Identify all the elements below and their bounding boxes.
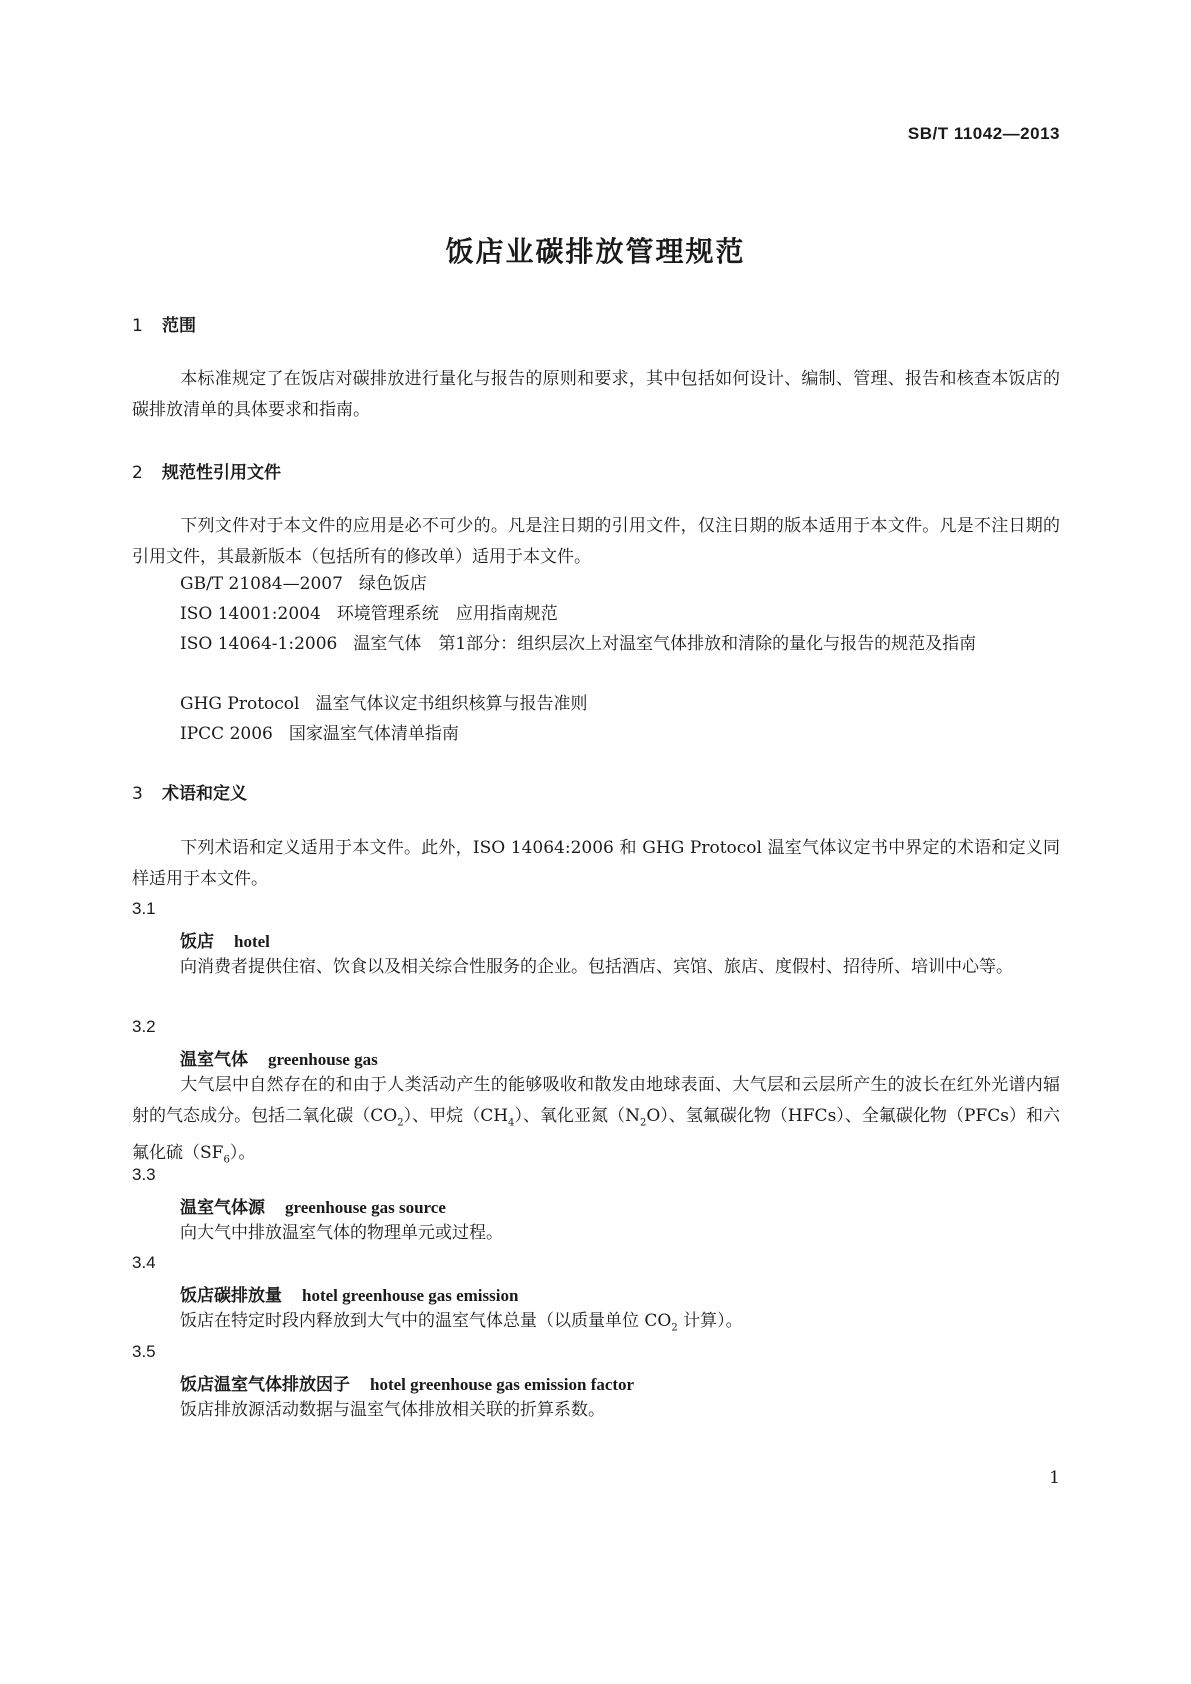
section-number: 1 bbox=[132, 316, 143, 336]
reference-code: ISO 14001:2004 bbox=[180, 604, 321, 624]
standard-code: SB/T 11042—2013 bbox=[907, 124, 1060, 143]
page-number: 1 bbox=[1049, 1468, 1060, 1488]
term-en: hotel greenhouse gas emission bbox=[302, 1286, 519, 1305]
definition-text: 大气层中自然存在的和由于人类活动产生的能够吸收和散发由地球表面、大气层和云层所产生的波长在红外光谱内辐射的气态成分。包括二氧化碳（CO bbox=[132, 1075, 1060, 1126]
term-definition bbox=[132, 952, 1060, 983]
section-title: 范围 bbox=[162, 316, 196, 336]
term-definition bbox=[132, 1070, 1060, 1176]
reference-title: 环境管理系统 应用指南规范 bbox=[336, 604, 558, 624]
reference-item bbox=[180, 689, 1060, 720]
reference-code: GB/T 21084—2007 bbox=[180, 574, 343, 594]
terms-paragraph bbox=[132, 833, 1060, 895]
page-title: 饭店业碳排放管理规范 bbox=[445, 235, 746, 268]
subscript: 4 bbox=[508, 1117, 515, 1129]
term-number: 3.1 bbox=[132, 899, 156, 918]
term-name bbox=[180, 1281, 518, 1306]
paragraph-text: 本标准规定了在饭店对碳排放进行量化与报告的原则和要求，其中包括如何设计、编制、管理、报告和核查本饭店的碳排放清单的具体要求和指南。 bbox=[132, 369, 1060, 420]
term-name bbox=[180, 1370, 634, 1395]
term-en: greenhouse gas source bbox=[285, 1198, 446, 1217]
section-title: 术语和定义 bbox=[162, 784, 247, 804]
term-zh: 饭店碳排放量 bbox=[180, 1286, 282, 1306]
definition-text: ）。 bbox=[229, 1143, 256, 1164]
term-number: 3.3 bbox=[132, 1165, 156, 1184]
scope-paragraph bbox=[132, 364, 1060, 426]
reference-code: IPCC 2006 bbox=[180, 724, 273, 744]
term-zh: 温室气体 bbox=[180, 1050, 248, 1070]
subscript: 2 bbox=[639, 1117, 647, 1129]
definition-text: 计算）。 bbox=[677, 1311, 743, 1331]
section-number: 2 bbox=[132, 463, 143, 483]
term-name bbox=[180, 1045, 378, 1070]
term-definition bbox=[132, 1306, 1060, 1343]
term-en: hotel greenhouse gas emission factor bbox=[370, 1375, 635, 1394]
reference-title: 温室气体议定书组织核算与报告准则 bbox=[315, 694, 588, 714]
subscript: 2 bbox=[671, 1322, 678, 1334]
paragraph-text: 下列文件对于本文件的应用是必不可少的。凡是注日期的引用文件，仅注日期的版本适用于本文件。凡是不注日期的引用文件，其最新版本（包括所有的修改单）适用于本文件。 bbox=[132, 516, 1060, 567]
reference-item bbox=[180, 719, 1060, 750]
term-number: 3.4 bbox=[132, 1253, 156, 1272]
definition-text: 向消费者提供住宿、饮食以及相关综合性服务的企业。包括酒店、宾馆、旅店、度假村、招待所、培训中心等。 bbox=[180, 957, 1013, 977]
term-number: 3.5 bbox=[132, 1342, 156, 1361]
definition-text: 饭店排放源活动数据与温室气体排放相关联的折算系数。 bbox=[180, 1400, 605, 1420]
term-en: hotel bbox=[234, 932, 270, 951]
section-heading-normative-references bbox=[132, 458, 281, 483]
term-zh: 饭店温室气体排放因子 bbox=[180, 1375, 350, 1395]
definition-text: ）、氧化亚氮（N bbox=[514, 1106, 640, 1126]
paragraph-text: 下列术语和定义适用于本文件。此外，ISO 14064:2006 和 GHG Protocol 温室气体议定书中界定的术语和定义同样适用于本文件。 bbox=[132, 838, 1060, 889]
reference-title: 温室气体 第1部分：组织层次上对温室气体排放和清除的量化与报告的规范及指南 bbox=[353, 634, 977, 654]
reference-code: ISO 14064-1:2006 bbox=[180, 634, 338, 654]
reference-item bbox=[132, 629, 1060, 660]
term-name bbox=[180, 927, 270, 952]
reference-item bbox=[180, 569, 1060, 600]
term-number: 3.2 bbox=[132, 1017, 156, 1036]
term-name bbox=[180, 1193, 446, 1218]
references-paragraph bbox=[132, 511, 1060, 573]
definition-text: 饭店在特定时段内释放到大气中的温室气体总量（以质量单位 CO bbox=[180, 1311, 672, 1331]
definition-text: 向大气中排放温室气体的物理单元或过程。 bbox=[180, 1223, 503, 1243]
section-title: 规范性引用文件 bbox=[162, 463, 281, 483]
definition-text: ）、甲烷（CH bbox=[403, 1106, 509, 1126]
term-zh: 温室气体源 bbox=[180, 1198, 265, 1218]
section-heading-terms-definitions bbox=[132, 779, 247, 804]
subscript: 6 bbox=[223, 1154, 230, 1166]
term-definition bbox=[132, 1218, 1060, 1249]
reference-title: 国家温室气体清单指南 bbox=[288, 724, 459, 744]
subscript: 2 bbox=[397, 1117, 404, 1129]
section-number: 3 bbox=[132, 784, 143, 804]
reference-item bbox=[180, 599, 1060, 630]
term-definition bbox=[132, 1395, 1060, 1426]
term-en: greenhouse gas bbox=[268, 1050, 378, 1069]
reference-code: GHG Protocol bbox=[180, 694, 300, 714]
definition-text: O）、氢氟碳化物（HFCs）、全氟碳化物（PFCs）和六氟化硫（SF bbox=[132, 1106, 1060, 1164]
term-zh: 饭店 bbox=[180, 932, 214, 952]
reference-title: 绿色饭店 bbox=[358, 574, 427, 594]
section-heading-scope bbox=[132, 311, 196, 336]
